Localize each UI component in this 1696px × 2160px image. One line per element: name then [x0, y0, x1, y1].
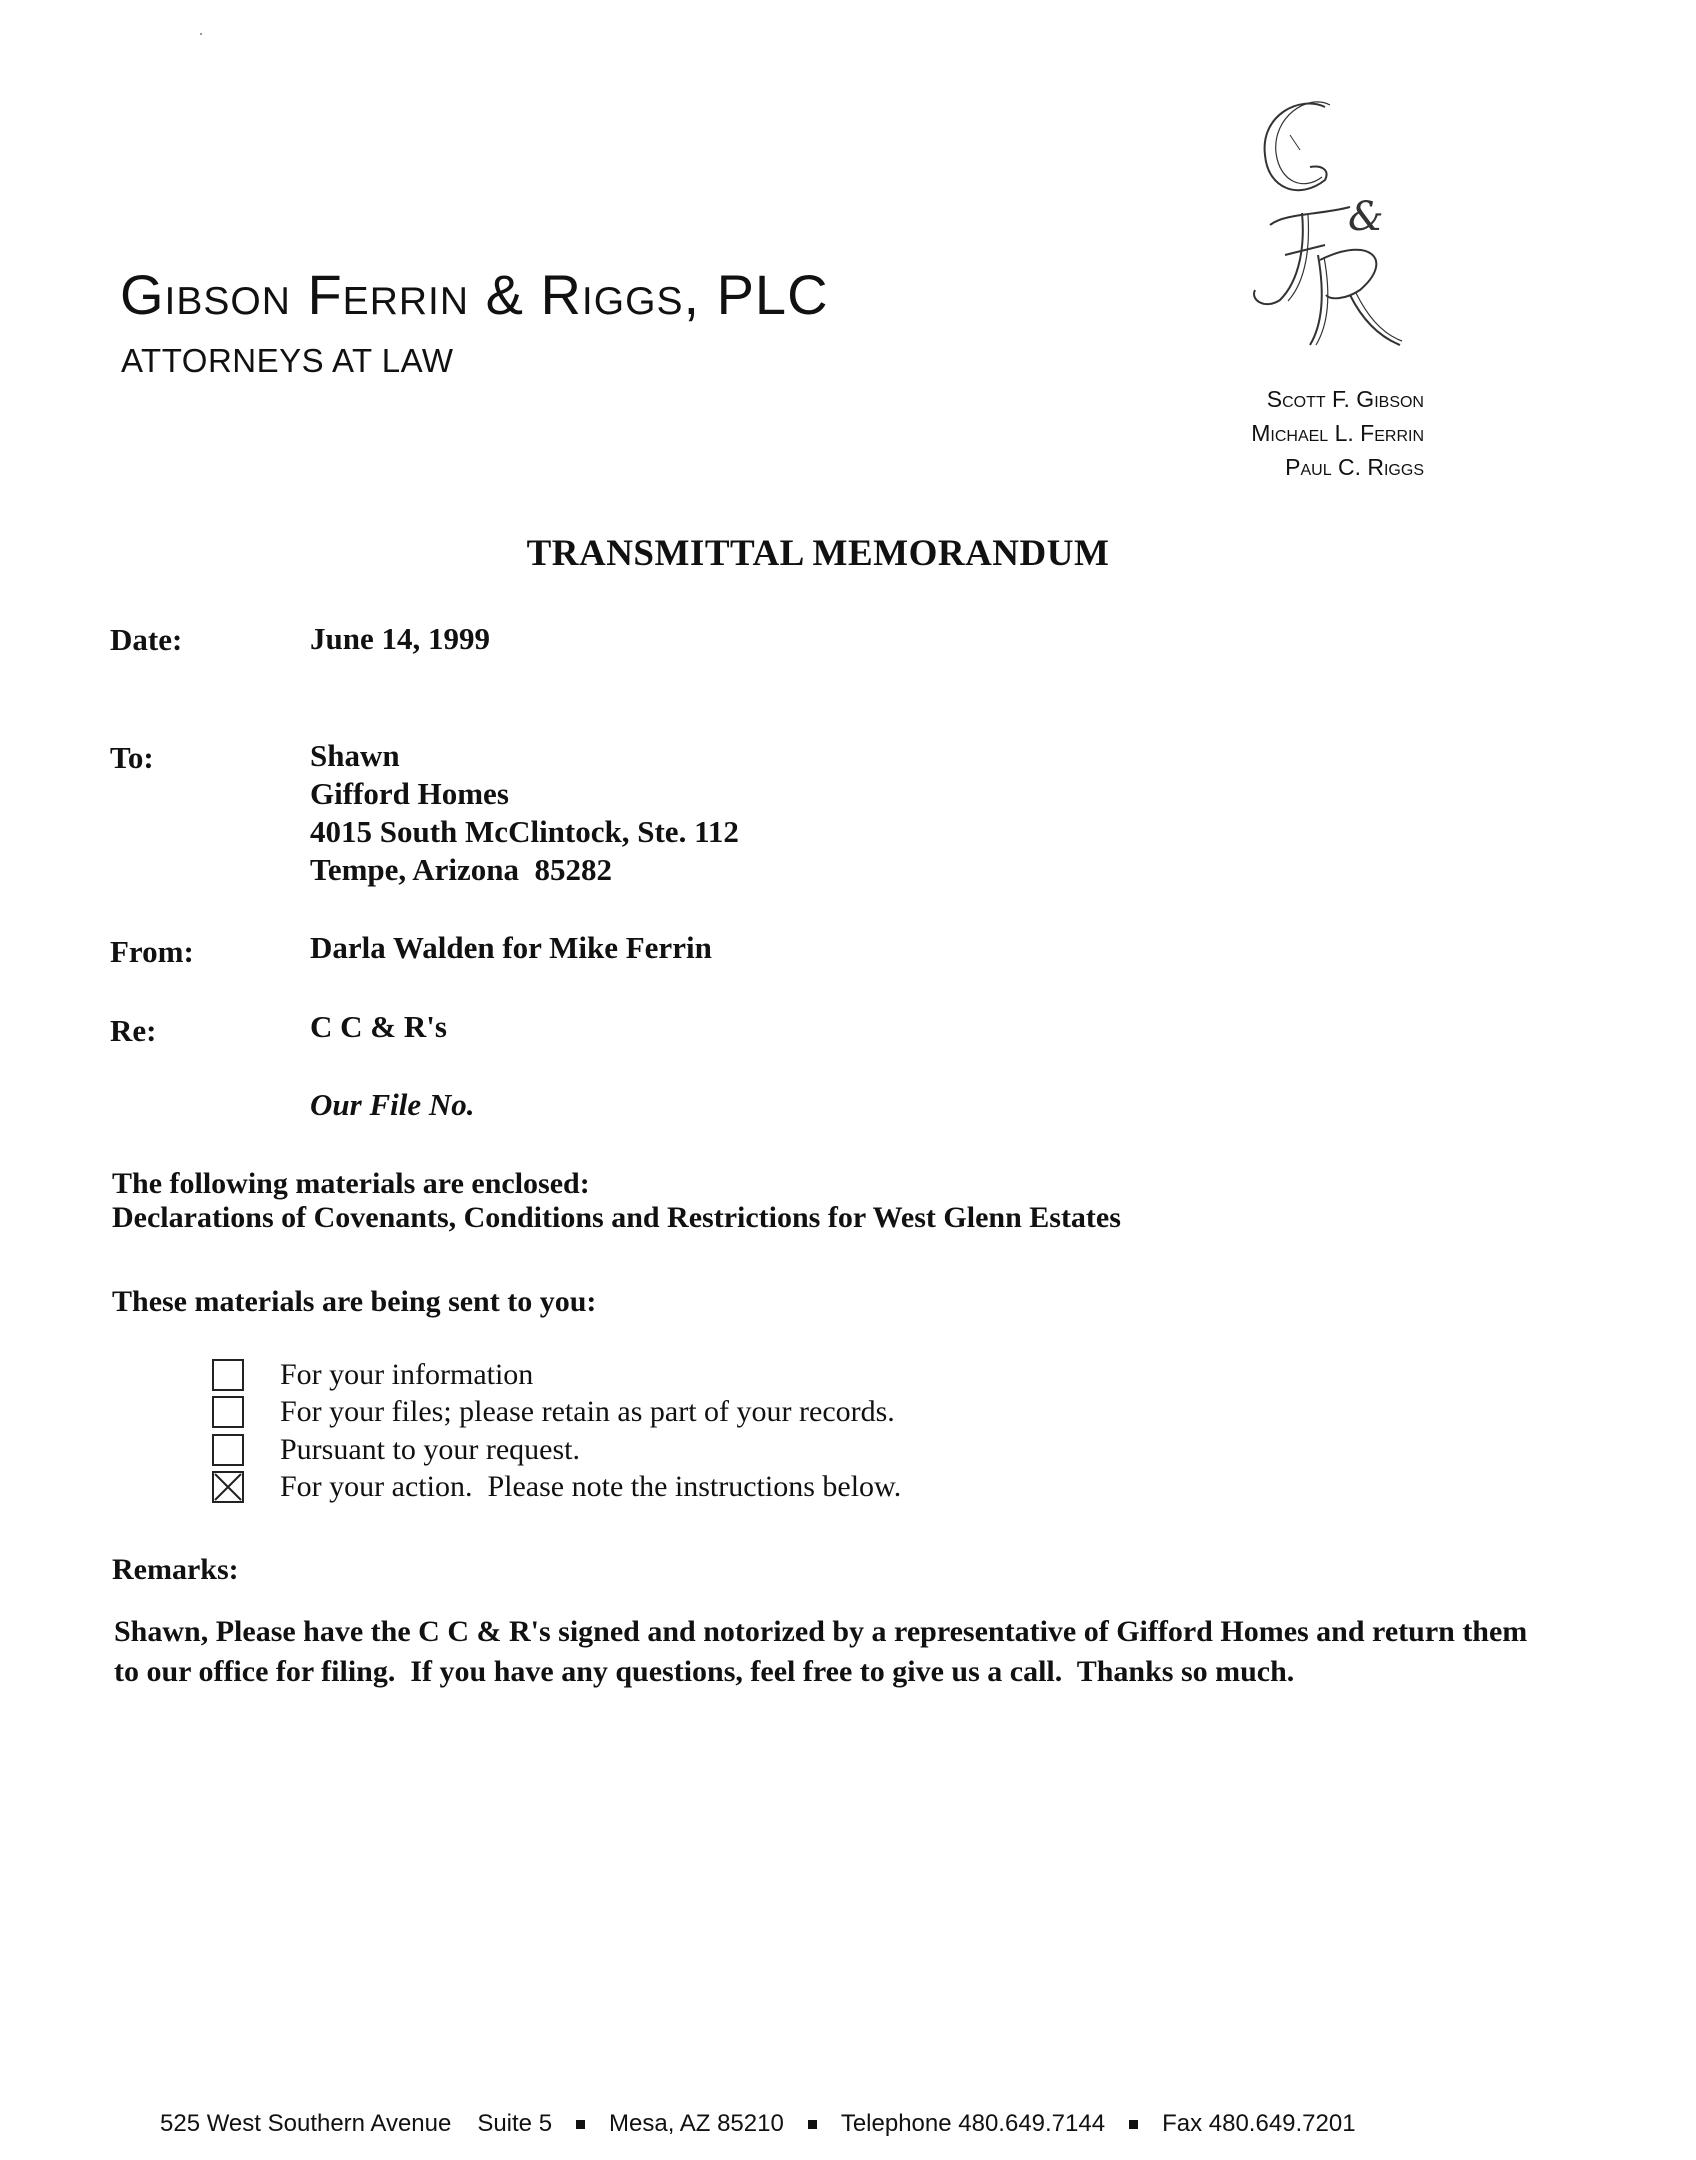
- option-files[interactable]: [212, 1393, 895, 1431]
- partner-list: [1251, 382, 1424, 484]
- re-label: Re:: [110, 1013, 157, 1048]
- partner-name: Michael L. Ferrin: [1251, 420, 1424, 446]
- footer-fax: Fax 480.649.7201: [1162, 2110, 1356, 2137]
- recipient-street: 4015 South McClintock, Ste. 112: [310, 814, 739, 849]
- option-action[interactable]: [212, 1468, 901, 1506]
- option-information[interactable]: [212, 1356, 533, 1394]
- enclosed-item: Declarations of Covenants, Conditions and Restrictions for West Glenn Estates: [112, 1201, 1121, 1234]
- recipient-company: Gifford Homes: [310, 776, 509, 811]
- file-number: Our File No.: [310, 1087, 475, 1122]
- option-label: For your information: [280, 1358, 534, 1391]
- x-mark-icon: [214, 1473, 242, 1501]
- re-value: C C & R's: [310, 1009, 447, 1044]
- checkbox[interactable]: [212, 1396, 244, 1428]
- firm-subtitle: ATTORNEYS AT LAW: [121, 342, 454, 379]
- footer-phone: Telephone 480.649.7144: [840, 2110, 1106, 2137]
- bullet-separator: [1129, 2120, 1138, 2129]
- sent-heading: These materials are being sent to you:: [112, 1285, 597, 1318]
- to-label: To:: [110, 740, 154, 775]
- scan-speck: [200, 33, 202, 35]
- footer-city: Mesa, AZ 85210: [609, 2110, 784, 2137]
- footer-street: 525 West Southern Avenue: [160, 2110, 452, 2137]
- recipient-name: Shawn: [310, 738, 400, 773]
- option-request[interactable]: [212, 1431, 580, 1469]
- enclosed-heading: The following materials are enclosed:: [112, 1167, 590, 1200]
- option-label: For your action. Please note the instructions below.: [280, 1470, 902, 1503]
- date-value: June 14, 1999: [310, 621, 490, 656]
- gfr-monogram-logo: [1230, 95, 1430, 355]
- remarks-text: Shawn, Please have the C C & R's signed and notorized by a representative of Gifford Homes and return them to our office for filing. If you have any questions, feel free to give us a call. Thanks so much.: [114, 1615, 1535, 1688]
- option-label: Pursuant to your request.: [280, 1433, 580, 1466]
- checkbox-checked[interactable]: [212, 1471, 244, 1503]
- bullet-separator: [808, 2120, 817, 2129]
- partner-name: Scott F. Gibson: [1266, 386, 1424, 412]
- checkbox[interactable]: [212, 1434, 244, 1466]
- svg-text:&: &: [1348, 194, 1384, 240]
- from-value: Darla Walden for Mike Ferrin: [310, 930, 712, 965]
- recipient-city: Tempe, Arizona 85282: [310, 852, 612, 887]
- date-label: Date:: [110, 622, 183, 657]
- memo-title: TRANSMITTAL MEMORANDUM: [526, 533, 1110, 574]
- footer-suite: Suite 5: [477, 2110, 553, 2137]
- from-label: From:: [110, 934, 194, 969]
- checkbox[interactable]: [212, 1359, 244, 1391]
- option-label: For your files; please retain as part of your records.: [280, 1395, 895, 1428]
- to-address: [310, 737, 739, 889]
- footer-address: [160, 2110, 1356, 2138]
- bullet-separator: [576, 2120, 585, 2129]
- firm-name: Gibson Ferrin & Riggs, PLC: [120, 263, 829, 326]
- remarks-label: Remarks:: [112, 1553, 239, 1586]
- partner-name: Paul C. Riggs: [1285, 454, 1424, 480]
